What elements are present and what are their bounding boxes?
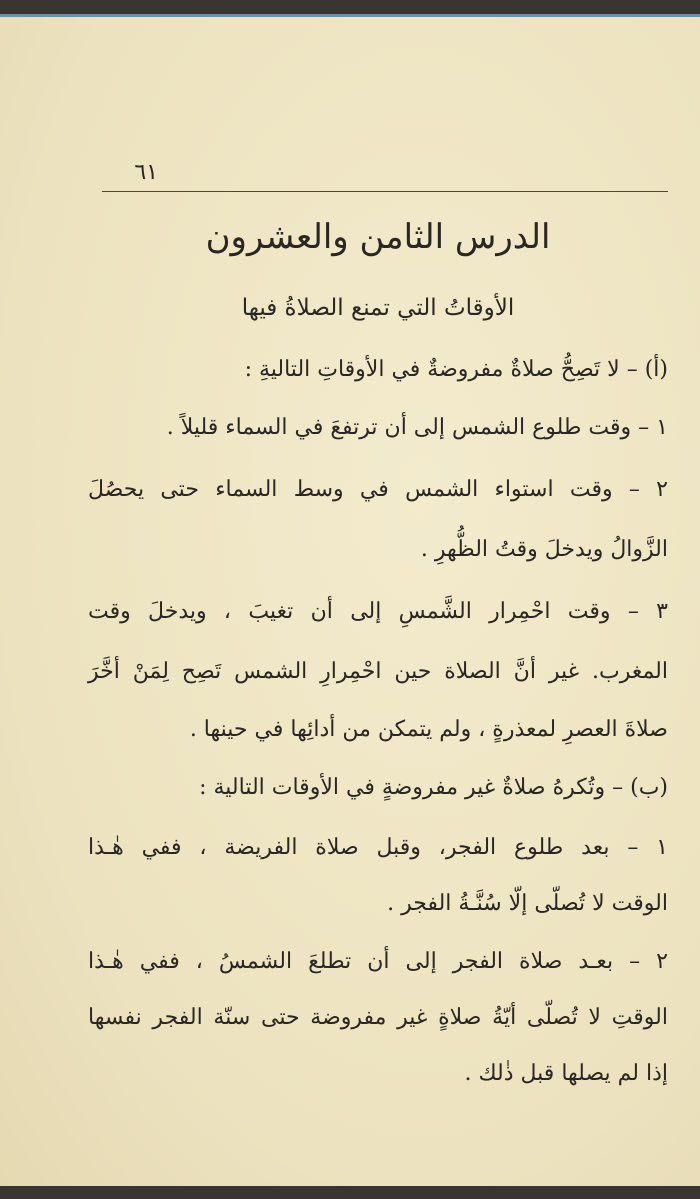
item-a2-line1: ٢ – وقت استواء الشمس في وسط السماء حتى يحصُلَ [88, 477, 668, 502]
item-a2-line2: الزَّوالُ ويدخلَ وقتُ الظُّهرِ . [420, 537, 668, 562]
item-b1-line2: الوقت لا تُصلّى إلّا سُنَّـةُ الفجر . [387, 891, 668, 916]
item-a3-line2: المغرب. غير أنَّ الصلاة حين احْمِرارِ الشمس تَصِح لِمَنْ أخَّرَ [88, 659, 668, 684]
header-rule [102, 191, 668, 192]
page-number: ٦١ [134, 160, 158, 185]
item-a3-line1: ٣ – وقت احْمِرار الشَّمسِ إلى أن تغيبَ ، ويدخلَ وقت [88, 599, 668, 624]
lesson-title: الدرس الثامن والعشرون [205, 217, 551, 257]
book-page [0, 14, 700, 1186]
item-a3-line3: صلاةَ العصرِ لمعذرةٍ ، ولم يتمكن من أدائِها في حينها . [189, 717, 668, 742]
item-b2-line3: إذا لم يصلها قبل ذٰلك . [464, 1061, 668, 1086]
section-a-heading: (أ) – لا تَصِحُّ صلاةٌ مفروضةٌ في الأوقاتِ التاليةِ : [244, 357, 668, 382]
item-b2-line2: الوقتِ لا تُصلّى أيّةُ صلاةٍ غير مفروضة حتى سنّة الفجر نفسها [88, 1005, 668, 1030]
item-a1: ١ – وقت طلوع الشمس إلى أن ترتفعَ في السماء قليلاً . [166, 415, 668, 440]
section-b-heading: (ب) – وتُكرهُ صلاةٌ غير مفروضةٍ في الأوقات التالية : [199, 775, 668, 800]
item-b2-line1: ٢ – بعـد صلاة الفجر إلى أن تطلعَ الشمسُ ، ففي هٰـذا [88, 949, 668, 974]
item-b1-line1: ١ – بعد طلوع الفجر، وقبل صلاة الفريضة ، ففي هٰـذا [88, 835, 668, 860]
page-content [88, 17, 668, 1186]
lesson-subtitle: الأوقاتُ التي تمنع الصلاةُ فيها [241, 295, 515, 321]
